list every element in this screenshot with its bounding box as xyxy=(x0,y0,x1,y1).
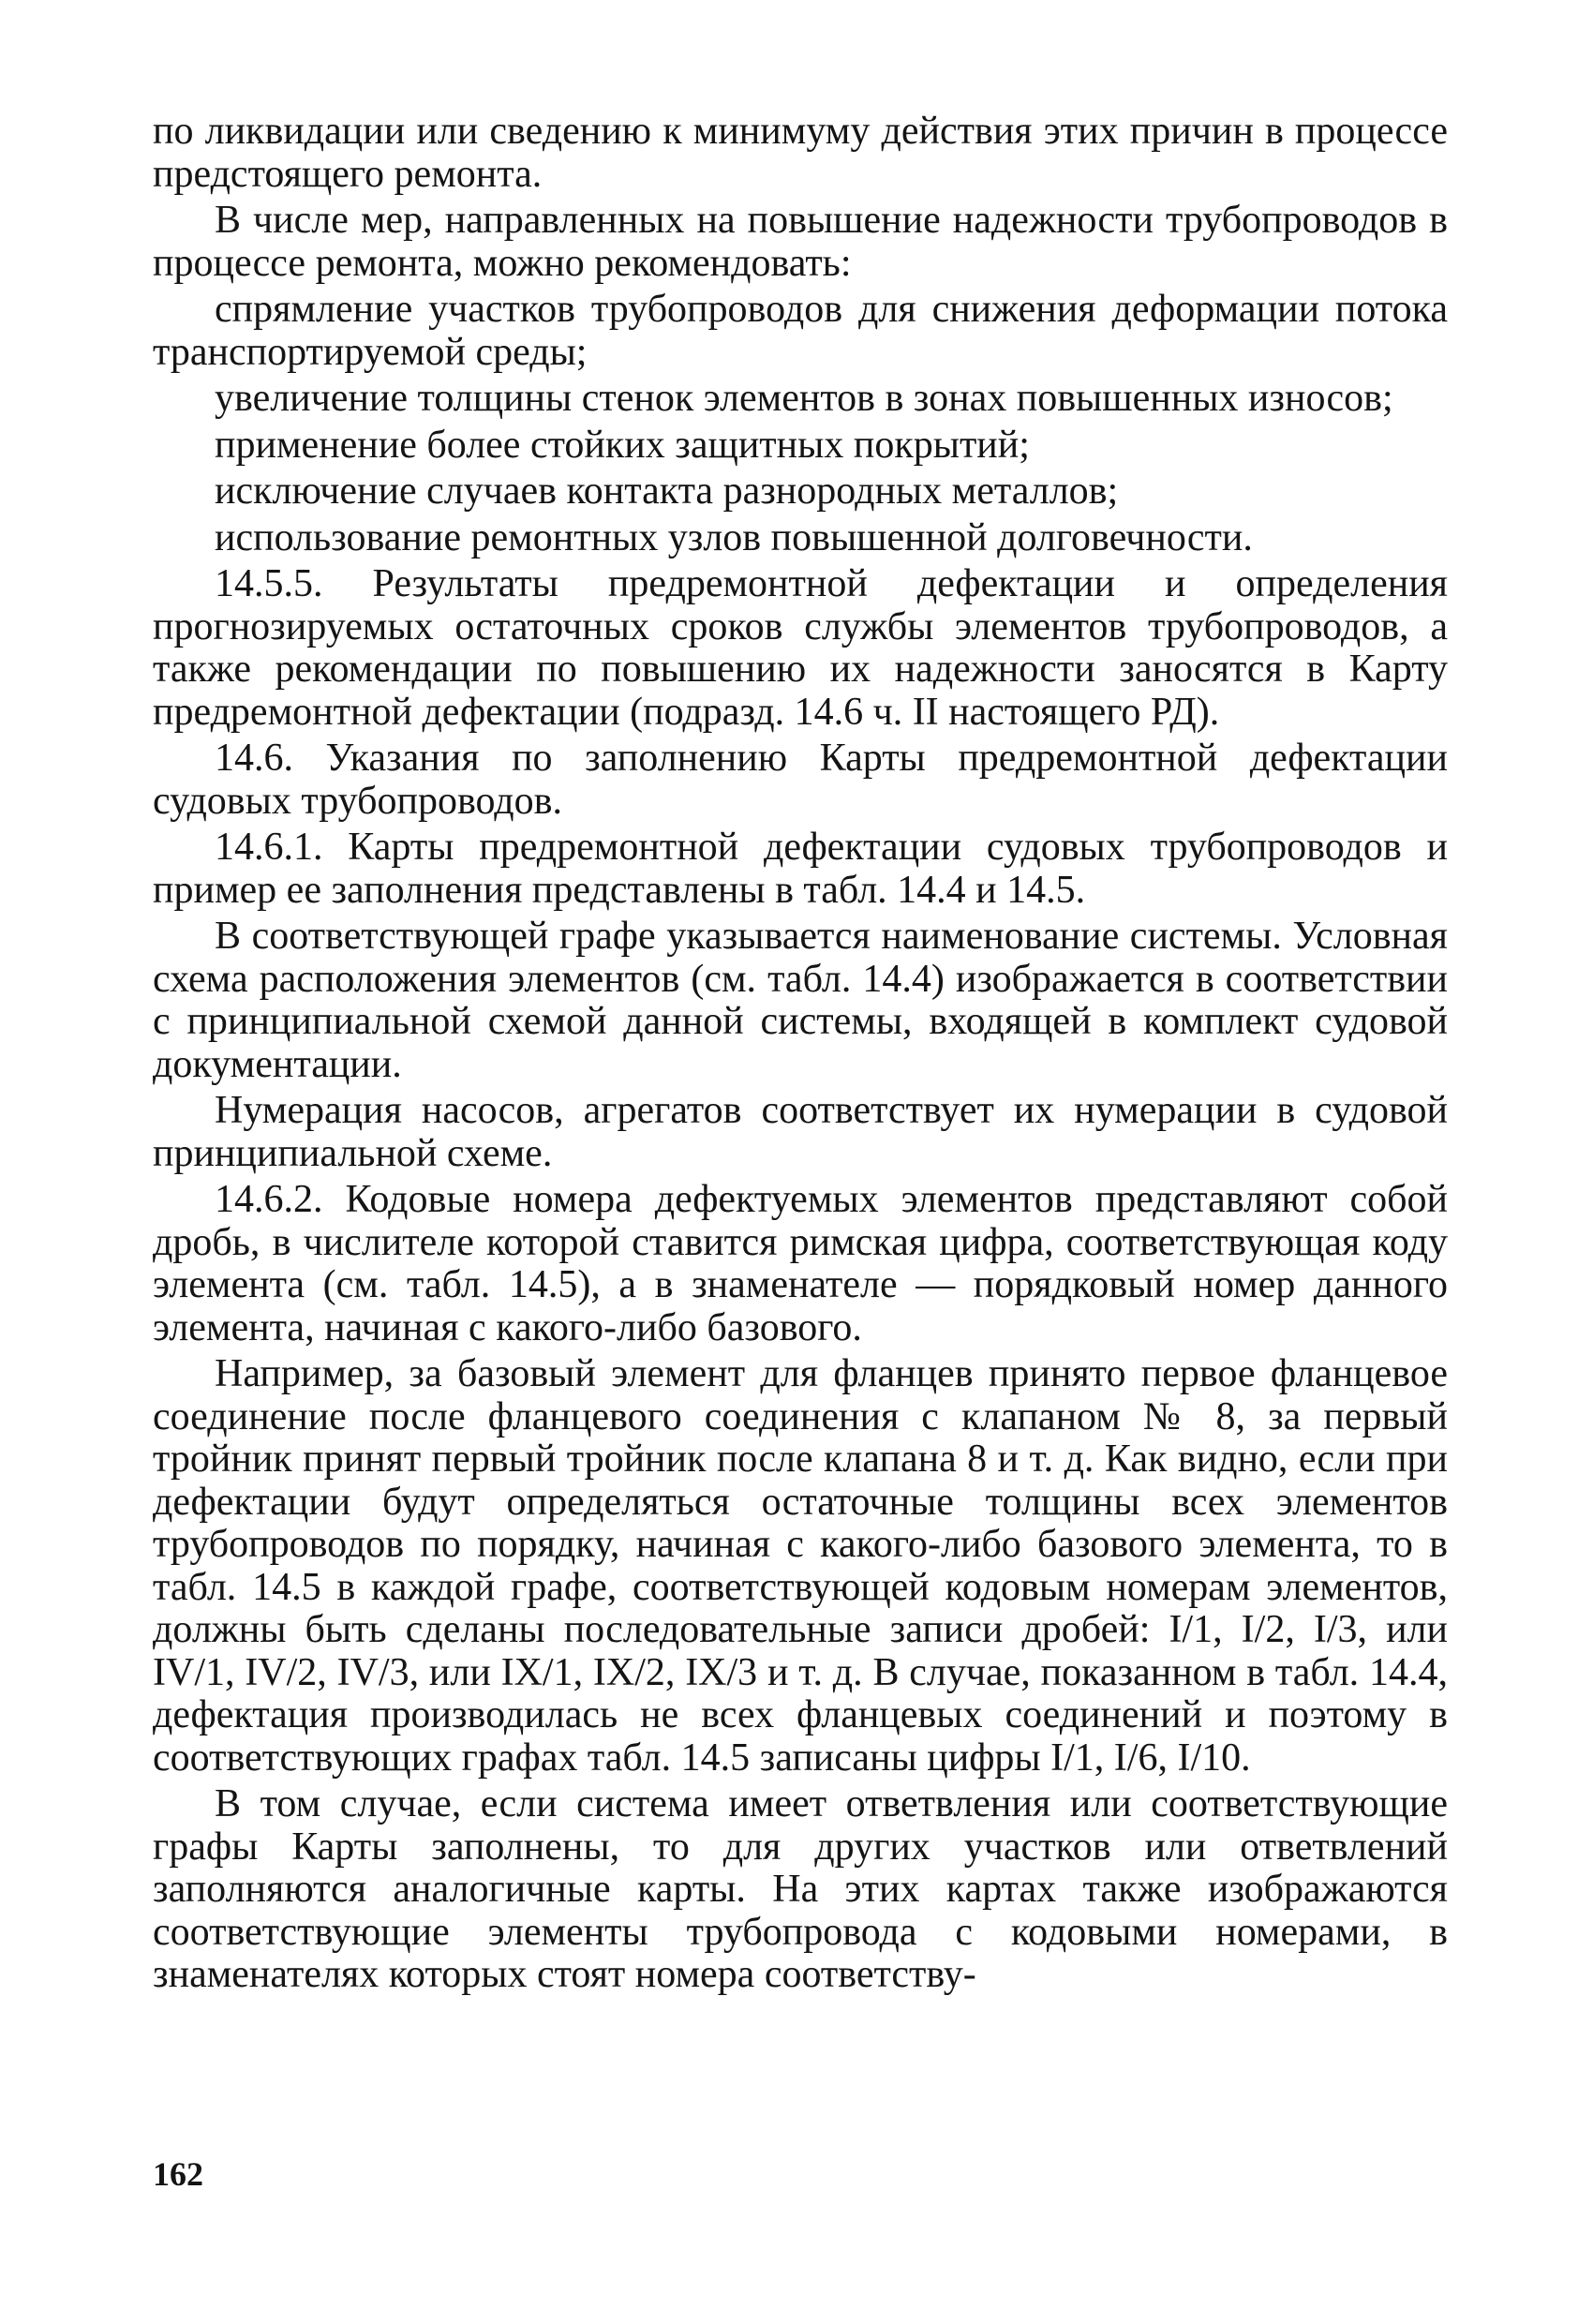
paragraph-example: Например, за базовый элемент для фланцев принято первое фланцевое соединение после фланцевого соединения с клапаном № 8, за первый тройник принят первый тройник после клапана 8 и т. д. Как видно, если при дефектации будут определяться остаточные толщины всех элементов трубопроводов по порядку, начиная с какого-либо базового элемента, то в табл. 14.5 в каждой графе, соответствующей кодовым номерам элементов, должны быть сделаны последовательные записи дробей: I/1, I/2, I/3, или IV/1, IV/2, IV/3, или IX/1, IX/2, IX/3 и т. д. В случае, показанном в табл. 14.4, дефектация производилась не всех фланцевых соединений и поэтому в соответствующих графах табл. 14.5 записаны цифры I/1, I/6, I/10. xyxy=(153,1352,1448,1780)
section-14-6-heading: 14.6. Указания по заполнению Карты предремонтной дефектации судовых трубопроводов. xyxy=(153,737,1448,823)
list-item-wall-thickness: увеличение толщины стенок элементов в зонах повышенных износов; xyxy=(215,377,1393,420)
list-item-coatings: применение более стойких защитных покрытий; xyxy=(215,423,1030,467)
section-14-6-1: 14.6.1. Карты предремонтной дефектации судовых трубопроводов и пример ее заполнения представлены в табл. 14.4 и 14.5. xyxy=(153,826,1448,912)
page-body xyxy=(153,111,1448,1997)
paragraph-measures-intro: В числе мер, направленных на повышение надежности трубопроводов в процессе ремонта, можно рекомендовать: xyxy=(153,199,1448,285)
paragraph-pump-numbering: Нумерация насосов, агрегатов соответствует их нумерации в судовой принципиальной схеме. xyxy=(153,1089,1448,1175)
list-item-straightening: спрямление участков трубопроводов для снижения деформации потока транспортируемой среды; xyxy=(153,288,1448,374)
list-item-metal-contact: исключение случаев контакта разнородных металлов; xyxy=(215,469,1119,513)
section-14-6-2: 14.6.2. Кодовые номера дефектуемых элементов представляют собой дробь, в числителе которой ставится римская цифра, соответствующая коду элемента (см. табл. 14.5), а в знаменателе — порядковый номер данного элемента, начиная с какого-либо базового. xyxy=(153,1178,1448,1349)
paragraph-branches: В том случае, если система имеет ответвления или соответствующие графы Карты заполнены, то для других участков или ответвлений заполняются аналогичные карты. На этих картах также изображаются соответствующие элементы трубопровода с кодовыми номерами, в знаменателях которых стоят номера соответству- xyxy=(153,1782,1448,1996)
paragraph-system-name: В соответствующей графе указывается наименование системы. Условная схема расположения элементов (см. табл. 14.4) изображается в соответствии с принципиальной схемой данной системы, входящей в комплект судовой документации. xyxy=(153,915,1448,1086)
page-number: 162 xyxy=(153,2155,203,2193)
list-item-repair-units: использование ремонтных узлов повышенной долговечности. xyxy=(215,515,1253,559)
section-14-5-5: 14.5.5. Результаты предремонтной дефектации и определения прогнозируемых остаточных сроков службы элементов трубопроводов, а также рекомендации по повышению их надежности заносятся в Карту предремонтной дефектации (подразд. 14.6 ч. II настоящего РД). xyxy=(153,562,1448,734)
paragraph-continuation: по ликвидации или сведению к минимуму действия этих причин в процессе предстоящего ремонта. xyxy=(153,110,1448,196)
